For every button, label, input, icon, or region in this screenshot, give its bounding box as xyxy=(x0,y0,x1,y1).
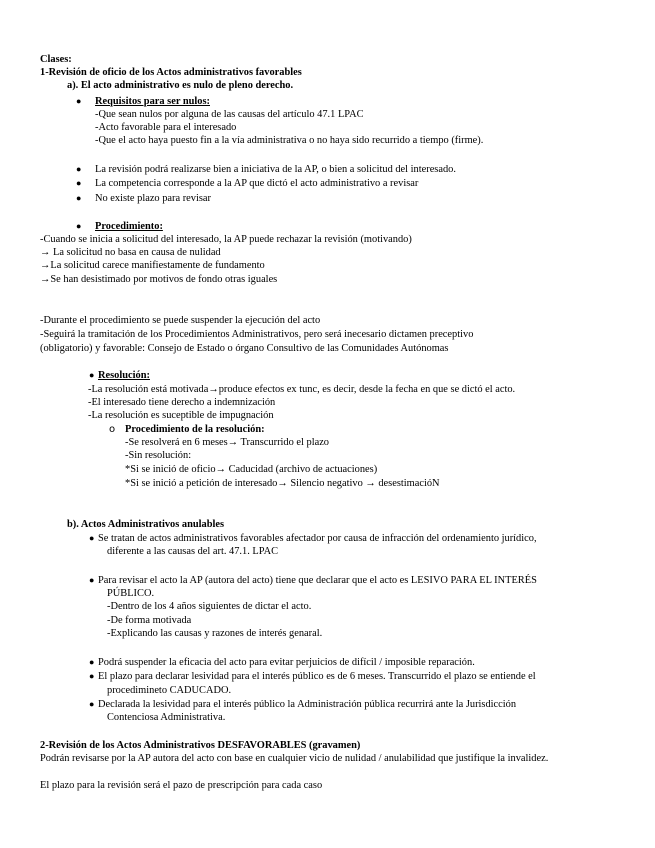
anulable-item: -De forma motivada xyxy=(107,615,192,626)
circle-bullet-icon: o xyxy=(109,424,116,435)
anulable-item: Contenciosa Administrativa. xyxy=(107,712,226,723)
anulable-item: Podrá suspender la eficacia del acto para evitar perjuicios de difícil / imposible reparación. xyxy=(98,657,475,668)
bullet-icon: ● xyxy=(89,657,95,667)
anulable-item: Declarada la lesividad para el interés público la Administración pública recurrirá ante la Jurisdicción xyxy=(98,699,517,710)
section-2-heading: 2-Revisión de los Actos Administrativos DESFAVORABLES (gravamen) xyxy=(40,740,361,751)
anulable-item: -Explicando las causas y razones de interés genaral. xyxy=(107,628,323,639)
bullet-icon: ● xyxy=(76,96,82,106)
requisitos-title: Requisitos para ser nulos: xyxy=(95,96,210,107)
section-2-paragraph: El plazo para la revisión será el pazo de prescripción para cada caso xyxy=(40,780,323,791)
section-1-heading: 1-Revisión de oficio de los Actos administrativos favorables xyxy=(40,67,302,78)
resolucion-title: Resolución: xyxy=(98,370,150,381)
doc-title: Clases: xyxy=(40,54,72,65)
bullet-item: La competencia corresponde a la AP que dictó el acto administrativo a revisar xyxy=(95,178,419,189)
requisito-line: -Que el acto haya puesto fin a la vía administrativa o no haya sido recurrido a tiempo (firme). xyxy=(95,135,484,146)
bullet-icon: ● xyxy=(89,575,95,585)
bullet-icon: ● xyxy=(89,370,95,380)
procedimiento-resolucion-line: -Se resolverá en 6 meses→ Transcurrido el plazo xyxy=(125,437,330,448)
anulable-item: El plazo para declarar lesividad para el interés público es de 6 meses. Transcurrido el plazo se entiende el xyxy=(98,671,536,682)
section-2-paragraph: Podrán revisarse por la AP autora del acto con base en cualquier vicio de nulidad / anulabilidad que justifique la invalidez. xyxy=(40,753,549,764)
anulable-item: PÚBLICO. xyxy=(107,588,155,599)
anulable-item: diferente a las causas del art. 47.1. LPAC xyxy=(107,546,279,557)
anulable-item: -Dentro de los 4 años siguientes de dictar el acto. xyxy=(107,601,312,612)
procedimiento-resolucion-title: Procedimiento de la resolución: xyxy=(125,424,265,435)
procedimiento-line: -Durante el procedimiento se puede suspender la ejecución del acto xyxy=(40,315,321,326)
subsection-a-heading: a). El acto administrativo es nulo de pleno derecho. xyxy=(67,80,294,91)
resolucion-line: -El interesado tiene derecho a indemnización xyxy=(88,397,276,408)
procedimiento-line: -Cuando se inicia a solicitud del interesado, la AP puede rechazar la revisión (motivando) xyxy=(40,234,412,245)
bullet-icon: ● xyxy=(76,164,82,174)
resolucion-line: -La resolución está motivada→produce efectos ex tunc, es decir, desde la fecha en que se dictó el acto. xyxy=(88,384,516,395)
bullet-item: No existe plazo para revisar xyxy=(95,193,211,204)
bullet-icon: ● xyxy=(89,533,95,543)
bullet-icon: ● xyxy=(76,193,82,203)
bullet-icon: ● xyxy=(89,671,95,681)
procedimiento-resolucion-line: *Si se inició a petición de interesado→ Silencio negativo → desestimacióN xyxy=(125,478,440,489)
anulable-item: Para revisar el acto la AP (autora del acto) tiene que declarar que el acto es LESIVO PARA EL INTERÉS xyxy=(98,575,537,586)
resolucion-line: -La resolución es suceptible de impugnación xyxy=(88,410,274,421)
subsection-b-heading: b). Actos Administrativos anulables xyxy=(67,519,225,530)
procedimiento-line: (obligatorio) y favorable: Consejo de Estado o órgano Consultivo de las Comunidades Autónomas xyxy=(40,343,449,354)
requisito-line: -Acto favorable para el interesado xyxy=(95,122,237,133)
bullet-icon: ● xyxy=(76,178,82,188)
procedimiento-line: → La solicitud no basa en causa de nulidad xyxy=(40,247,221,258)
procedimiento-line: →Se han desistimado por motivos de fondo otras iguales xyxy=(40,274,278,285)
procedimiento-resolucion-line: *Si se inició de oficio→ Caducidad (archivo de actuaciones) xyxy=(125,464,378,475)
procedimiento-line: -Seguirá la tramitación de los Procedimientos Administrativos, pero será inecesario dictamen preceptivo xyxy=(40,329,474,340)
anulable-item: procedimineto CADUCADO. xyxy=(107,685,232,696)
anulable-item: Se tratan de actos administrativos favorables afectador por causa de infracción del ordenamiento jurídico, xyxy=(98,533,537,544)
bullet-icon: ● xyxy=(76,221,82,231)
procedimiento-title: Procedimiento: xyxy=(95,221,163,232)
procedimiento-line: →La solicitud carece manifiestamente de fundamento xyxy=(40,260,265,271)
bullet-item: La revisión podrá realizarse bien a iniciativa de la AP, o bien a solicitud del interesado. xyxy=(95,164,456,175)
bullet-icon: ● xyxy=(89,699,95,709)
procedimiento-resolucion-line: -Sin resolución: xyxy=(125,450,192,461)
requisito-line: -Que sean nulos por alguna de las causas del artículo 47.1 LPAC xyxy=(95,109,364,120)
